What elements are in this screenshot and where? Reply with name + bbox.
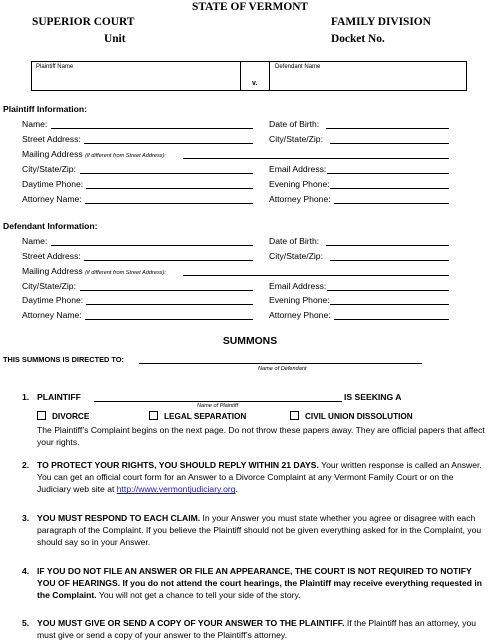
item-3-text: In your Answer you must state whether you agree or disagree with each paragraph of the Complaint. If you believe the Plaintiff should not be given everything asked for in the Complaint, you should say so in your Answer.	[37, 513, 482, 548]
plaintiff-csz-left-label: City/State/Zip:	[22, 164, 76, 174]
item-5	[22, 617, 485, 643]
item-3-number: 3.	[22, 513, 30, 523]
civil-union-checkbox[interactable]	[290, 411, 299, 420]
plaintiff-day-phone-label: Daytime Phone:	[22, 179, 84, 189]
plaintiff-name-label: Plaintiff Name	[36, 64, 74, 70]
defendant-dob-label: Date of Birth:	[269, 236, 320, 246]
court-name: SUPERIOR COURT	[32, 16, 135, 28]
plaintiff-name-label: Name:	[22, 119, 48, 129]
division-name: FAMILY DIVISION	[331, 16, 431, 28]
name-of-plaintiff-caption: Name of Plaintiff	[197, 403, 239, 409]
defendant-attorney-name-input[interactable]	[85, 319, 253, 320]
civil-union-option[interactable]	[290, 411, 413, 421]
plaintiff-dob-label: Date of Birth:	[269, 119, 320, 129]
versus-label: v.	[252, 80, 258, 87]
judiciary-website-link[interactable]: http://www.vermontjudiciary.org	[116, 484, 236, 495]
plaintiff-name-input[interactable]	[51, 128, 253, 129]
item-5-number: 5.	[22, 618, 30, 628]
item-2-end: .	[235, 484, 238, 495]
defendant-mailing-note: (if different from Street Address):	[85, 270, 166, 276]
plaintiff-attorney-name-label: Attorney Name:	[22, 194, 82, 204]
defendant-eve-phone-label: Evening Phone:	[269, 295, 330, 305]
item-3-bold: YOU MUST RESPOND TO EACH CLAIM.	[37, 513, 201, 523]
defendant-attorney-phone-label: Attorney Phone:	[269, 310, 331, 320]
defendant-mailing-input[interactable]	[183, 275, 449, 276]
defendant-attorney-phone-input[interactable]	[334, 319, 449, 320]
item-3	[22, 512, 485, 552]
defendant-name-field[interactable]	[270, 70, 466, 90]
item-2-text: Your written response is called an Answer. You can get an official court form for an Answer to a Divorce Complaint at any Vermont Family Court or on the Judiciary web site at	[37, 460, 482, 495]
legal-separation-label: LEGAL SEPARATION	[164, 412, 247, 421]
plaintiff-mailing-text: Mailing Address	[22, 149, 83, 159]
item-1-number: 1.	[22, 392, 30, 402]
plaintiff-attorney-name-input[interactable]	[85, 203, 253, 204]
plaintiff-email-label: Email Address:	[269, 164, 327, 174]
plaintiff-mailing-note: (if different from Street Address):	[85, 153, 166, 159]
plaintiff-csz-right-label: City/State/Zip:	[269, 134, 323, 144]
plaintiff-email-input[interactable]	[327, 173, 449, 174]
defendant-csz-right-input[interactable]	[330, 260, 449, 261]
item-5-bold: YOU MUST GIVE OR SEND A COPY OF YOUR ANSWER TO THE PLAINTIFF.	[37, 618, 345, 628]
item-1-text: The Plaintiff’s Complaint begins on the next page. Do not throw these papers away. They are official papers that affect your rights.	[37, 425, 485, 448]
defendant-csz-right-label: City/State/Zip:	[269, 251, 323, 261]
defendant-name-label: Defendant Name	[275, 64, 321, 70]
plaintiff-dob-input[interactable]	[326, 128, 449, 129]
plaintiff-street-input[interactable]	[84, 143, 253, 144]
plaintiff-day-phone-input[interactable]	[86, 188, 253, 189]
summons-directed-label: THIS SUMMONS IS DIRECTED TO:	[3, 355, 124, 364]
item-1-plaintiff-name-input[interactable]	[94, 401, 342, 402]
item-4-text: You will not get a chance to tell your side of the story.	[96, 590, 301, 601]
defendant-day-phone-input[interactable]	[86, 304, 253, 305]
defendant-mailing-label	[22, 266, 166, 276]
plaintiff-info-heading: Plaintiff Information:	[3, 104, 88, 114]
item-1-plaintiff-label: PLAINTIFF	[37, 392, 81, 402]
defendant-csz-left-label: City/State/Zip:	[22, 281, 76, 291]
item-4	[22, 565, 485, 605]
defendant-street-input[interactable]	[84, 260, 253, 261]
defendant-info-heading: Defendant Information:	[3, 221, 98, 231]
unit-label: Unit	[104, 33, 126, 45]
plaintiff-mailing-input[interactable]	[183, 158, 449, 159]
plaintiff-street-label: Street Address:	[22, 134, 81, 144]
divorce-checkbox[interactable]	[37, 411, 46, 420]
defendant-day-phone-label: Daytime Phone:	[22, 295, 84, 305]
docket-label: Docket No.	[331, 33, 385, 45]
defendant-eve-phone-input[interactable]	[330, 304, 449, 305]
state-title: STATE OF VERMONT	[191, 1, 309, 13]
item-4-number: 4.	[22, 566, 30, 576]
plaintiff-attorney-phone-label: Attorney Phone:	[269, 194, 331, 204]
defendant-mailing-text: Mailing Address	[22, 266, 83, 276]
plaintiff-eve-phone-label: Evening Phone:	[269, 179, 330, 189]
divorce-label: DIVORCE	[52, 412, 90, 421]
plaintiff-mailing-label	[22, 149, 166, 159]
summons-title: SUMMONS	[222, 336, 278, 347]
divorce-option[interactable]	[37, 411, 89, 421]
defendant-csz-left-input[interactable]	[80, 290, 253, 291]
civil-union-label: CIVIL UNION DISSOLUTION	[305, 412, 413, 421]
item-4-bold: IF YOU DO NOT FILE AN ANSWER OR FILE AN APPEARANCE, THE COURT IS NOT REQUIRED TO NOTIFY YOU OF HEARINGS. If you do not attend the court hearings, the Plaintiff may receive everything requested in the Complaint.	[37, 566, 483, 601]
defendant-name-label: Name:	[22, 236, 48, 246]
defendant-attorney-name-label: Attorney Name:	[22, 310, 82, 320]
legal-separation-option[interactable]	[149, 411, 246, 421]
defendant-email-label: Email Address:	[269, 281, 327, 291]
defendant-summons-name-input[interactable]	[139, 363, 422, 364]
defendant-street-label: Street Address:	[22, 251, 81, 261]
name-of-defendant-caption: Name of Defendant	[258, 366, 307, 372]
defendant-dob-input[interactable]	[326, 245, 449, 246]
defendant-email-input[interactable]	[327, 290, 449, 291]
plaintiff-csz-right-input[interactable]	[330, 143, 449, 144]
item-5-text: If the Plaintiff has an attorney, you must give or send a copy of your answer to the Plaintiff’s attorney.	[37, 618, 477, 641]
plaintiff-eve-phone-input[interactable]	[330, 188, 449, 189]
plaintiff-csz-left-input[interactable]	[80, 173, 253, 174]
plaintiff-attorney-phone-input[interactable]	[334, 203, 449, 204]
legal-separation-checkbox[interactable]	[149, 411, 158, 420]
item-2-bold: TO PROTECT YOUR RIGHTS, YOU SHOULD REPLY WITHIN 21 DAYS.	[37, 460, 319, 470]
item-2	[22, 459, 485, 499]
item-2-number: 2.	[22, 460, 30, 470]
plaintiff-name-field[interactable]	[32, 70, 239, 90]
defendant-name-input[interactable]	[51, 245, 253, 246]
item-1-seeking-label: IS SEEKING A	[344, 392, 402, 402]
